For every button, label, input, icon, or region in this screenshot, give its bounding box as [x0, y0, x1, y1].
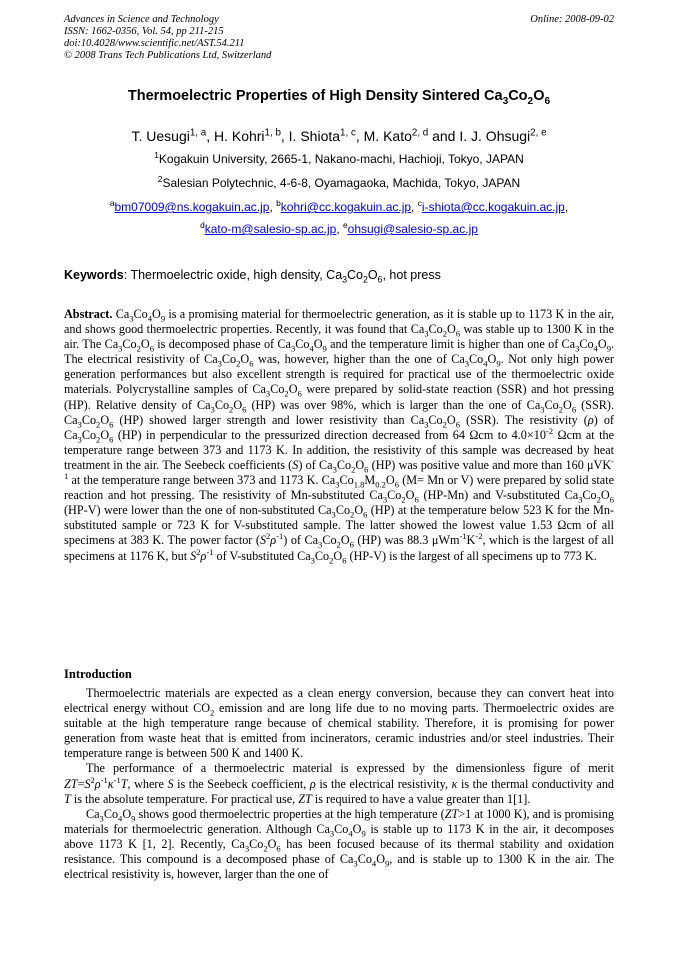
- email-link[interactable]: kohri@cc.kogakuin.ac.jp: [280, 200, 412, 214]
- abstract-label: Abstract.: [64, 307, 113, 321]
- introduction-body: [64, 686, 614, 882]
- section-heading: Introduction: [64, 667, 132, 681]
- email-link[interactable]: i-shiota@cc.kogakuin.ac.jp: [421, 200, 565, 214]
- copyright-line: © 2008 Trans Tech Publications Ltd, Switzerland: [64, 50, 272, 61]
- abstract: [64, 307, 614, 564]
- author: I. J. Ohsugi: [459, 128, 531, 144]
- author: I. Shiota: [288, 128, 341, 144]
- issn-line: ISSN: 1662-0356, Vol. 54, pp 211-215: [64, 26, 224, 37]
- journal-name: Advances in Science and Technology: [64, 14, 219, 25]
- keywords: [64, 268, 441, 285]
- keywords-label: Keywords: [64, 268, 124, 282]
- email-link[interactable]: ohsugi@salesio-sp.ac.jp: [347, 222, 478, 236]
- affiliation-1: $^1$Kogakuin University, 2665-1, Nakano-machi, Hachioji, Tokyo, JAPAN: [154, 150, 524, 166]
- paragraph: Thermoelectric materials are expected as a clean energy conversion, because they can convert heat into electrical energy without $CO_2$ emission and are long life due to no moving parts. Thermoelectric oxides are suitable at the high temperature range because of chemical stability. Therefore, it is promising for power generation from waste heat that is emitted from incinerators, ceramic industries and/or steel industries. Their temperature range is between 500 K and 1400 K.: [64, 686, 614, 761]
- email-link[interactable]: kato-m@salesio-sp.ac.jp: [204, 222, 337, 236]
- keywords-text: : Thermoelectric oxide, high density, $Ca_3Co_2O_6$, hot press: [123, 268, 441, 285]
- author: H. Kohri: [213, 128, 265, 144]
- author-list: T. Uesugi$^{1, a}$, H. Kohri$^{1, b}$, I. Shiota$^{1, c}$, M. Kato$^{2, d}$ and I. J. Ohsugi$^{2, e}$: [131, 127, 547, 144]
- author: M. Kato: [363, 128, 412, 144]
- email-list: $^a$bm07009@ns.kogakuin.ac.jp, $^b$kohri@cc.kogakuin.ac.jp, $^c$i-shiota@cc.kogakuin.ac.jp, $^d$kato-m@salesio-sp.ac.jp, $^e$ohsugi@salesio-sp.ac.jp: [109, 198, 569, 236]
- abstract-text: $Ca_3Co_4O_9$ is a promising material for thermoelectric generation, as it is stable up to 1173 K in the air, and shows good thermoelectric properties. Recently, it was found that $Ca_3Co_2O_6$ was stable up to 1300 K in the air. The $Ca_3Co_2O_6$ is decomposed phase of $Ca_3Co_4O_9$ and the temperature limit is higher than one of $Ca_3Co_4O_9$. The electrical resistivity of $Ca_3Co_2O_6$ was, however, higher than the one of $Ca_3Co_4O_9$. Not only high power generation performances but also excellent strength is required for practical use of the thermoelectric oxide materials. Polycrystalline samples of $Ca_3Co_2O_6$ were prepared by solid-state reaction (SSR) and hot pressing (HP). Relative density of $Ca_3Co_2O_6$ (HP) was over 98%, which is larger than the one of $Ca_3Co_2O_6$ (SSR). $Ca_3Co_2O_6$ (HP) showed larger strength and lower resistivity than $Ca_3Co_2O_6$ (SSR). The resistivity (ρ) of $Ca_3Co_2O_6$ (HP) in perpendicular to the pressurized direction decreased from 64 Ωcm to $4.0\times 10^{-2}$ Ωcm at the temperature range between 373 and 1173 K. In addition, the resistivity of this sample was decreased by heat treatment in the air. The Seebeck coefficients (S) of $Ca_3Co_2O_6$ (HP) was positive value and more than 160 μVK$^{-1}$ at the temperature range between 373 and 1173 K. $Ca_3Co_{1.8}M_{0.2}O_6$ (M= Mn or V) were prepared by solid state reaction and hot pressing. The resistivity of Mn-substituted $Ca_3Co_2O_6$ (HP-Mn) and V-substituted $Ca_3Co_2O_6$ (HP-V) were lower than the one of non-substituted $Ca_3Co_2O_6$ (HP) at the temperature below 523 K for the Mn-substituted sample or 723 K for V-substituted sample. The latter showed the lowest value 1.53 Ωcm of all specimens at 383 K. The power factor $(S^2\rho^{-1})$ of $Ca_3Co_2O_6$ (HP) was 88.3 $\mu Wm^{-1}K^{-2}$, which is the largest of all specimens at 1176 K, but $S^2\rho^{-1}$ of V-substituted $Ca_3Co_2O_6$ (HP-V) is the largest of all specimens up to 773 K.: [64, 307, 614, 565]
- paragraph: The performance of a thermoelectric material is expressed by the dimensionless figure of merit $ZT=S^2\rho^{-1}\kappa^{-1}T$, where S is the Seebeck coefficient, ρ is the electrical resistivity, κ is the thermal conductivity and T is the absolute temperature. For practical use, ZT is required to have a value greater than 1[1].: [64, 761, 614, 806]
- affiliation-2: $^2$Salesian Polytechnic, 4-6-8, Oyamagaoka, Machida, Tokyo, JAPAN: [157, 174, 521, 190]
- online-date: Online: 2008-09-02: [530, 14, 614, 25]
- email-link[interactable]: bm07009@ns.kogakuin.ac.jp: [114, 200, 270, 214]
- paper-title: Thermoelectric Properties of High Density Sintered $Ca_3Co_2O_6$: [127, 88, 551, 107]
- author: T. Uesugi: [131, 128, 190, 144]
- doi-line: doi:10.4028/www.scientific.net/AST.54.211: [64, 38, 245, 49]
- journal-info: [64, 14, 271, 62]
- paragraph: $Ca_3Co_4O_9$ shows good thermoelectric properties at the high temperature (ZT>1 at 1000 K), and is promising materials for thermoelectric generation. Although $Ca_3Co_4O_9$ is stable up to 1173 K in the air, it decomposes above 1173 K [1, 2]. Recently, $Ca_3Co_2O_6$ has been focused because of its thermal stability and oxidation resistance. This compound is a decomposed phase of $Ca_3Co_4O_9$, and is stable up to 1300 K in the air. The electrical resistivity is, however, larger than the one of: [64, 806, 615, 882]
- title-text: Thermoelectric Properties of High Density Sintered Ca: [127, 88, 503, 104]
